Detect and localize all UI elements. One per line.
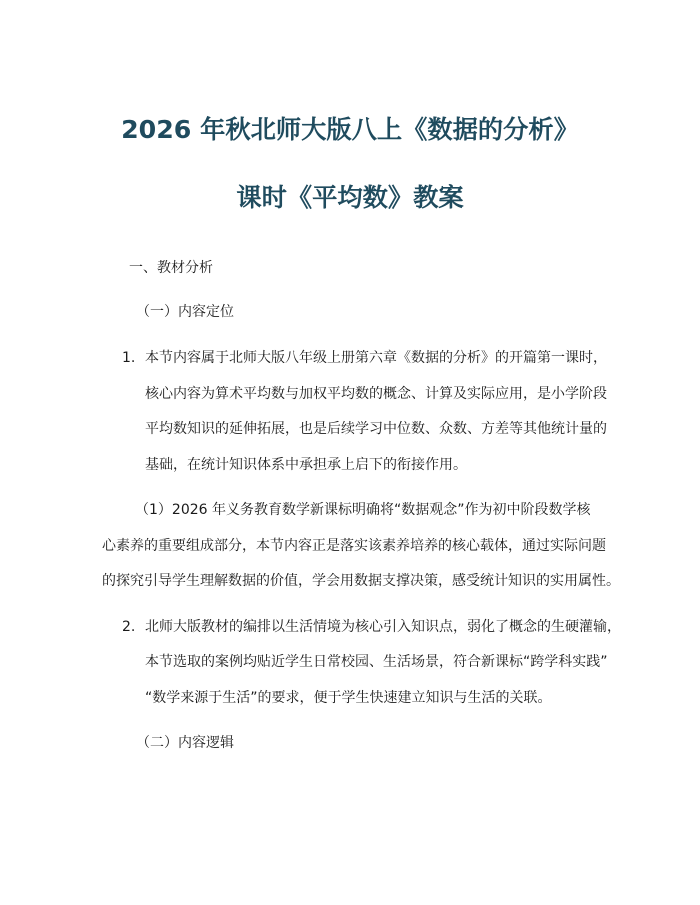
subsection-heading-content-positioning: （一）内容定位: [136, 304, 234, 320]
item-2-line-3: “数学来源于生活”的要求，便于学生快速建立知识与生活的关联。: [145, 690, 552, 706]
item-2-line-1: 北师大版教材的编排以生活情境为核心引入知识点，弱化了概念的生硬灌输，: [145, 619, 621, 635]
subitem-1-line-1: （1）2026 年义务教育数学新课标明确将“数据观念”作为初中阶段数学核: [135, 502, 591, 518]
list-item-number-1: 1.: [122, 350, 136, 366]
item-1-line-2: 核心内容为算术平均数与加权平均数的概念、计算及实际应用，是小学阶段: [145, 386, 607, 402]
item-1-line-4: 基础，在统计知识体系中承担承上启下的衔接作用。: [145, 457, 467, 473]
list-item-number-2: 2.: [122, 619, 136, 635]
subsection-heading-content-logic: （二）内容逻辑: [136, 735, 234, 751]
subitem-1-line-3: 的探究引导学生理解数据的价值，学会用数据支撑决策，感受统计知识的实用属性。: [102, 573, 620, 589]
item-2-line-2: 本节选取的案例均贴近学生日常校园、生活场景，符合新课标“跨学科实践”: [145, 654, 608, 670]
document-title-line-1: 2026 年秋北师大版八上《数据的分析》: [121, 115, 579, 144]
item-1-line-1: 本节内容属于北师大版八年级上册第六章《数据的分析》的开篇第一课时，: [145, 350, 607, 366]
subitem-1-line-2: 心素养的重要组成部分，本节内容正是落实该素养培养的核心载体，通过实际问题: [102, 538, 606, 554]
document-title-line-2: 课时《平均数》教案: [236, 183, 464, 212]
section-heading-teaching-material-analysis: 一、教材分析: [129, 260, 213, 276]
item-1-line-3: 平均数知识的延伸拓展，也是后续学习中位数、众数、方差等其他统计量的: [145, 421, 607, 437]
